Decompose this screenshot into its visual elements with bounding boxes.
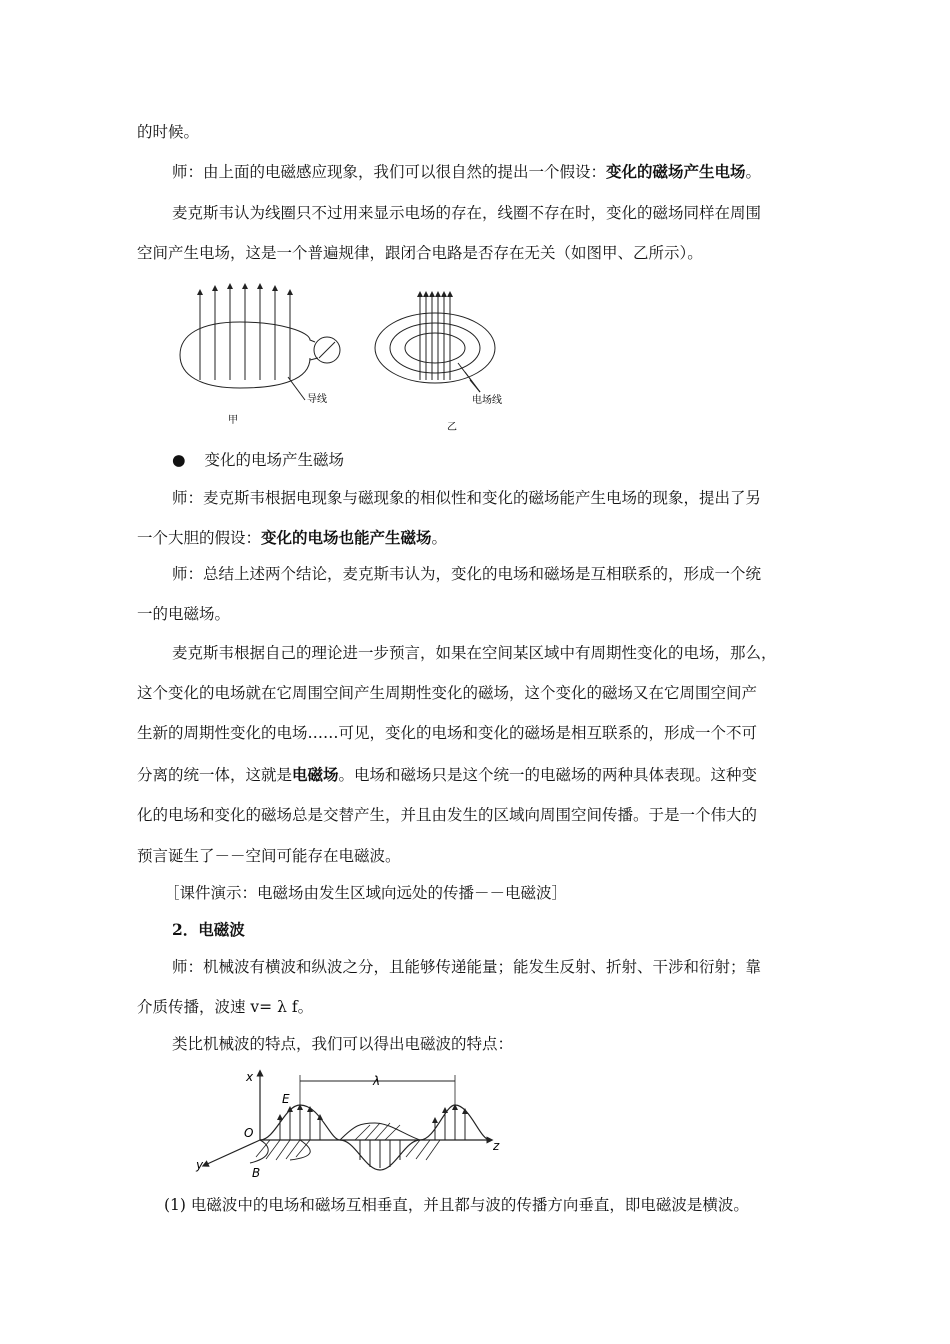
label-z: z	[493, 1139, 500, 1153]
bullet-text: 变化的电场产生磁场	[204, 451, 344, 469]
text-line-2-pre: 师：由上面的电磁感应现象，我们可以很自然的提出一个假设：	[172, 163, 607, 181]
figure-em-wave	[190, 1065, 510, 1190]
text-line-15: 预言诞生了－－空间可能存在电磁波。	[137, 847, 401, 865]
label-O: O	[244, 1126, 254, 1140]
bullet-icon: ●	[172, 451, 186, 469]
text-line-20: 类比机械波的特点，我们可以得出电磁波的特点：	[172, 1035, 514, 1053]
label-wire: 导线	[307, 394, 327, 405]
text-line-13-post: 。电场和磁场只是这个统一的电磁场的两种具体表现。这种变	[338, 766, 758, 784]
text-line-11: 这个变化的电场就在它周围空间产生周期性变化的磁场，这个变化的磁场又在它周围空间产	[137, 684, 758, 702]
section-heading	[172, 920, 245, 940]
label-yi: 乙	[447, 422, 457, 433]
text-line-6: 师：麦克斯韦根据电现象与磁现象的相似性和变化的磁场能产生电场的现象，提出了另	[172, 489, 762, 507]
text-line-2-bold: 变化的磁场产生电场	[606, 162, 746, 181]
label-lambda: λ	[373, 1074, 381, 1088]
label-field-line: 电场线	[472, 395, 502, 406]
text-line-9: 一的电磁场。	[137, 605, 231, 623]
text-line-21: (1) 电磁波中的电场和磁场互相垂直，并且都与波的传播方向垂直，即电磁波是横波。	[164, 1196, 749, 1214]
figure-jia-yi	[170, 280, 530, 440]
text-line-10: 麦克斯韦根据自己的理论进一步预言，如果在空间某区域中有周期性变化的电场，那么，	[172, 644, 777, 662]
label-y: y	[196, 1158, 204, 1172]
bullet-line	[172, 450, 344, 470]
label-E: E	[282, 1092, 290, 1106]
text-line-1: 的时候。	[137, 123, 200, 141]
text-line-13-bold: 电磁场	[292, 765, 339, 784]
text-line-8: 师：总结上述两个结论，麦克斯韦认为，变化的电场和磁场是互相联系的，形成一个统	[172, 565, 762, 583]
text-line-18: 师：机械波有横波和纵波之分，且能够传递能量；能发生反射、折射、干涉和衍射；靠	[172, 958, 762, 976]
text-line-14: 化的电场和变化的磁场总是交替产生，并且由发生的区域向周围空间传播。于是一个伟大的	[137, 806, 758, 824]
text-line-12: 生新的周期性变化的电场……可见，变化的电场和变化的磁场是相互联系的，形成一个不可	[137, 724, 758, 742]
label-jia: 甲	[228, 415, 238, 426]
label-x: x	[246, 1070, 254, 1084]
text-line-16: ［课件演示：电磁场由发生区域向远处的传播－－电磁波］	[164, 884, 568, 902]
section-heading-text: 2．电磁波	[172, 920, 245, 939]
text-line-7-pre: 一个大胆的假设：	[137, 529, 262, 547]
text-line-3: 麦克斯韦认为线圈只不过用来显示电场的存在，线圈不存在时，变化的磁场同样在周围	[172, 204, 762, 222]
text-line-7	[137, 528, 447, 548]
figure-jia	[180, 286, 340, 426]
text-line-19: 介质传播，波速 v= λ f。	[137, 998, 314, 1016]
figure-yi	[375, 294, 502, 433]
text-line-13	[137, 765, 757, 785]
text-line-13-pre: 分离的统一体，这就是	[137, 766, 293, 784]
text-line-7-bold: 变化的电场也能产生磁场	[261, 528, 432, 547]
label-B: B	[252, 1166, 261, 1180]
text-line-2	[172, 162, 761, 182]
text-line-2-post: 。	[745, 163, 762, 181]
text-line-7-post: 。	[431, 529, 448, 547]
text-line-4: 空间产生电场，这是一个普遍规律，跟闭合电路是否存在无关（如图甲、乙所示）。	[137, 244, 703, 262]
